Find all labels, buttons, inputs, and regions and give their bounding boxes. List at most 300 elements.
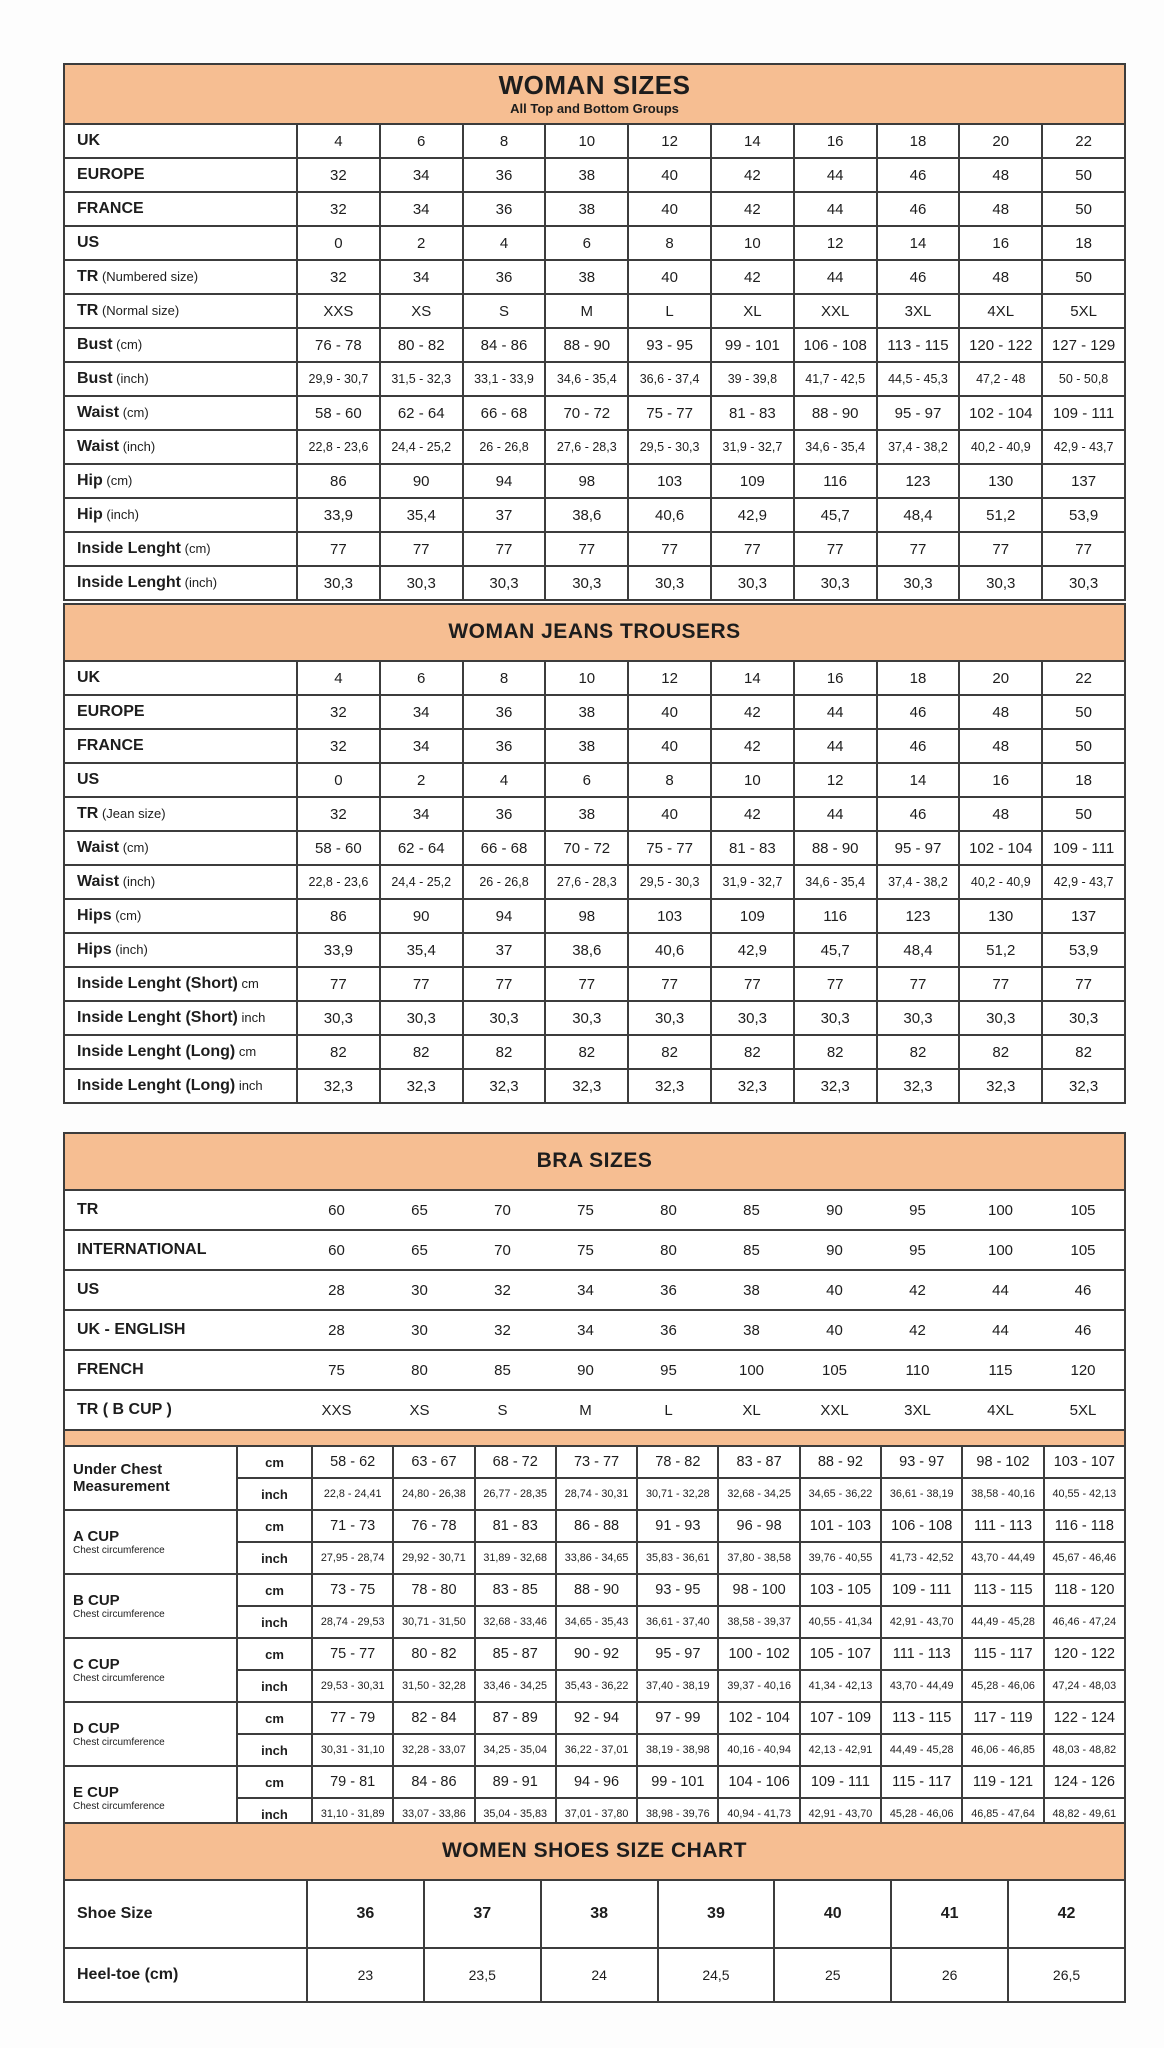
measure-value-cell: 30,71 - 32,28 [637, 1478, 718, 1510]
size-value-cell: 40 [628, 158, 711, 192]
size-value-cell: 34 [380, 260, 463, 294]
size-value-cell: 30,3 [711, 566, 794, 600]
size-value-cell: 18 [1042, 763, 1125, 797]
table-row [64, 695, 1125, 729]
row-label-text: Inside Lenght [77, 540, 181, 557]
size-value-cell: 115 [959, 1350, 1042, 1390]
size-value-cell: S [461, 1390, 544, 1430]
size-value-cell: 42 [711, 695, 794, 729]
measure-value-cell: 96 - 98 [718, 1510, 799, 1542]
woman-sizes-header [63, 63, 1126, 123]
measure-value-cell: 40,94 - 41,73 [718, 1798, 799, 1830]
measure-value-cell: 38,19 - 38,98 [637, 1734, 718, 1766]
table-row [64, 1766, 1125, 1798]
measure-value-cell: 106 - 108 [881, 1510, 962, 1542]
size-value-cell: 86 [297, 464, 380, 498]
size-value-cell: 34 [380, 729, 463, 763]
size-value-cell: 34 [544, 1270, 627, 1310]
size-value-cell: 30 [378, 1270, 461, 1310]
size-value-cell: 46 [877, 192, 960, 226]
size-value-cell: 82 [711, 1035, 794, 1069]
table-row [64, 192, 1125, 226]
size-value-cell: 4XL [959, 294, 1042, 328]
table-row [64, 831, 1125, 865]
measure-value-cell: 80 - 82 [393, 1638, 474, 1670]
size-value-cell: 41,7 - 42,5 [794, 362, 877, 396]
row-label [64, 1948, 307, 2002]
size-value-cell: 32,3 [959, 1069, 1042, 1103]
row-label-note: (Normal size) [98, 303, 180, 318]
size-value-cell: 106 - 108 [794, 328, 877, 362]
measure-value-cell: 98 - 100 [718, 1574, 799, 1606]
size-value-cell: 130 [959, 899, 1042, 933]
size-value-cell: 34 [380, 158, 463, 192]
size-value-cell: 42 [711, 158, 794, 192]
size-value-cell: 75 [295, 1350, 378, 1390]
size-value-cell: 98 [545, 464, 628, 498]
row-label-text: US [77, 234, 100, 251]
size-value-cell: M [544, 1390, 627, 1430]
measure-value-cell: 86 - 88 [556, 1510, 637, 1542]
size-value-cell: 46 [1042, 1310, 1125, 1350]
size-value-cell: 75 - 77 [628, 396, 711, 430]
row-label [64, 396, 297, 430]
measure-value-cell: 107 - 109 [800, 1702, 881, 1734]
table-row [64, 899, 1125, 933]
size-value-cell: 123 [877, 899, 960, 933]
measure-value-cell: 111 - 113 [962, 1510, 1043, 1542]
row-label-text: TR [77, 302, 99, 319]
measure-value-cell: 84 - 86 [393, 1766, 474, 1798]
size-value-cell: 32,3 [380, 1069, 463, 1103]
size-value-cell: 20 [959, 124, 1042, 158]
size-value-cell: 109 [711, 464, 794, 498]
size-value-cell: 40 [628, 192, 711, 226]
size-value-cell: 77 [1042, 967, 1125, 1001]
measure-value-cell: 34,25 - 35,04 [475, 1734, 556, 1766]
measure-value-cell: 27,95 - 28,74 [312, 1542, 393, 1574]
size-value-cell: 82 [959, 1035, 1042, 1069]
size-value-cell: 8 [463, 661, 546, 695]
size-value-cell: 95 [876, 1230, 959, 1270]
table-row [64, 1510, 1125, 1542]
cup-name: C CUP [73, 1655, 120, 1673]
row-label-note: (cm) [112, 337, 143, 352]
size-value-cell: 120 - 122 [959, 328, 1042, 362]
measure-value-cell: 45,28 - 46,06 [962, 1670, 1043, 1702]
row-label [64, 967, 297, 1001]
measure-value-cell: 43,70 - 44,49 [962, 1542, 1043, 1574]
row-label-text: Hip [77, 472, 103, 489]
shoe-value-cell: 40 [774, 1880, 891, 1948]
row-label [64, 1001, 297, 1035]
row-label-text: Inside Lenght [77, 574, 181, 591]
measure-value-cell: 33,07 - 33,86 [393, 1798, 474, 1830]
size-value-cell: 82 [463, 1035, 546, 1069]
size-value-cell: 31,5 - 32,3 [380, 362, 463, 396]
size-value-cell: 38 [545, 729, 628, 763]
measure-value-cell: 32,68 - 33,46 [475, 1606, 556, 1638]
size-value-cell: 2 [380, 226, 463, 260]
measure-value-cell: 35,83 - 36,61 [637, 1542, 718, 1574]
row-label [64, 729, 297, 763]
size-value-cell: 10 [545, 124, 628, 158]
size-value-cell: 105 [793, 1350, 876, 1390]
size-value-cell: 27,6 - 28,3 [545, 430, 628, 464]
size-value-cell: 44 [959, 1270, 1042, 1310]
size-value-cell: 50 [1042, 729, 1125, 763]
shoe-value-cell: 25 [774, 1948, 891, 2002]
size-value-cell: 28 [295, 1310, 378, 1350]
measure-value-cell: 109 - 111 [800, 1766, 881, 1798]
measure-value-cell: 97 - 99 [637, 1702, 718, 1734]
unit-cell-cm: cm [237, 1702, 312, 1734]
women-shoes-title: WOMEN SHOES SIZE CHART [441, 1839, 747, 1863]
row-label-note: inch [235, 1078, 263, 1093]
size-value-cell: 32 [297, 729, 380, 763]
unit-cell-cm: cm [237, 1638, 312, 1670]
unit-cell-cm: cm [237, 1510, 312, 1542]
measure-value-cell: 73 - 75 [312, 1574, 393, 1606]
size-value-cell: 44 [794, 695, 877, 729]
measure-value-cell: 111 - 113 [881, 1638, 962, 1670]
measure-value-cell: 75 - 77 [312, 1638, 393, 1670]
shoe-value-cell: 26 [891, 1948, 1008, 2002]
size-value-cell: 6 [545, 763, 628, 797]
measure-value-cell: 37,40 - 38,19 [637, 1670, 718, 1702]
size-value-cell: 47,2 - 48 [959, 362, 1042, 396]
table-row [64, 396, 1125, 430]
size-value-cell: 30,3 [959, 566, 1042, 600]
row-label-text: TR [77, 1201, 99, 1218]
row-label-text: Heel-toe (cm) [77, 1966, 179, 1983]
size-value-cell: 48 [959, 158, 1042, 192]
size-value-cell: S [463, 294, 546, 328]
size-value-cell: 60 [328, 1201, 345, 1219]
size-value-cell: 18 [1042, 226, 1125, 260]
row-label [64, 430, 297, 464]
size-value-cell: 5XL [1042, 1390, 1125, 1430]
size-value-cell: 4 [297, 661, 380, 695]
measure-value-cell: 33,46 - 34,25 [475, 1670, 556, 1702]
row-label [64, 1310, 295, 1350]
measure-value-cell: 58 - 62 [312, 1446, 393, 1478]
measure-value-cell: 37,01 - 37,80 [556, 1798, 637, 1830]
size-value-cell: 0 [297, 226, 380, 260]
row-label-text: FRANCE [77, 200, 144, 217]
size-value-cell: 12 [628, 124, 711, 158]
woman-sizes-grid [63, 123, 1126, 601]
size-value-cell: 82 [794, 1035, 877, 1069]
size-value-cell: 66 - 68 [463, 396, 546, 430]
cup-subtext: Chest circumference [73, 1544, 165, 1556]
size-value-cell: 40,2 - 40,9 [959, 430, 1042, 464]
size-value-cell: 6 [380, 661, 463, 695]
size-value-cell: 36 [463, 158, 546, 192]
row-label [64, 260, 297, 294]
size-value-cell: 58 - 60 [297, 396, 380, 430]
cup-label [64, 1510, 237, 1574]
cup-name: A CUP [73, 1527, 120, 1545]
table-row [64, 498, 1125, 532]
measure-value-cell: 38,98 - 39,76 [637, 1798, 718, 1830]
size-value-cell: 30,3 [463, 566, 546, 600]
size-value-cell: 40 [793, 1270, 876, 1310]
row-label-note: (inch) [119, 439, 156, 454]
size-value-cell: 48 [959, 729, 1042, 763]
row-label-text: UK [77, 669, 101, 686]
size-value-cell: 90 [380, 899, 463, 933]
table-row [64, 933, 1125, 967]
woman-sizes-subtitle: All Top and Bottom Groups [510, 101, 679, 117]
size-value-cell: 62 - 64 [380, 831, 463, 865]
size-value-cell: 95 - 97 [877, 831, 960, 865]
size-value-cell: 51,2 [959, 933, 1042, 967]
size-value-cell: 80 [660, 1201, 677, 1219]
row-label [64, 532, 297, 566]
size-value-cell: 30,3 [959, 1001, 1042, 1035]
measure-value-cell: 29,92 - 30,71 [393, 1542, 474, 1574]
measure-value-cell: 47,24 - 48,03 [1044, 1670, 1125, 1702]
cup-subtext: Chest circumference [73, 1736, 165, 1748]
size-value-cell: 77 [463, 967, 546, 1001]
row-label-text: Bust [77, 336, 113, 353]
size-value-cell: 22 [1042, 661, 1125, 695]
size-value-cell: 88 - 90 [545, 328, 628, 362]
cup-name: E CUP [73, 1783, 119, 1801]
row-label-note: (cm) [102, 473, 133, 488]
size-value-cell: 70 - 72 [545, 831, 628, 865]
size-value-cell: 32,3 [877, 1069, 960, 1103]
row-label-note: (inch) [181, 575, 218, 590]
size-value-cell: 48,4 [877, 498, 960, 532]
measure-value-cell: 40,16 - 40,94 [718, 1734, 799, 1766]
row-label-note: (inch) [111, 942, 148, 957]
row-label-text: Inside Lenght (Short) [77, 1009, 238, 1026]
row-label [64, 1390, 295, 1430]
size-value-cell: 40 [628, 695, 711, 729]
size-value-cell: 45,7 [794, 498, 877, 532]
size-value-cell: 70 [461, 1230, 544, 1270]
size-value-cell: 22,8 - 23,6 [297, 430, 380, 464]
row-label-text: FRANCE [77, 737, 144, 754]
measure-value-cell: 46,46 - 47,24 [1044, 1606, 1125, 1638]
cup-name: D CUP [73, 1719, 120, 1737]
size-value-cell: 42 [711, 729, 794, 763]
size-value-cell: 70 [494, 1201, 511, 1219]
row-label [64, 1880, 307, 1948]
row-label [64, 661, 297, 695]
size-value-cell: 34 [544, 1310, 627, 1350]
size-value-cell: 85 [743, 1201, 760, 1219]
size-value-cell: 65 [411, 1201, 428, 1219]
cup-subtext: Chest circumference [73, 1608, 165, 1620]
table-row [64, 362, 1125, 396]
size-value-cell: 77 [628, 967, 711, 1001]
size-value-cell: 34 [380, 797, 463, 831]
size-value-cell: 40,6 [628, 498, 711, 532]
measure-value-cell: 105 - 107 [800, 1638, 881, 1670]
size-value-cell: 36 [627, 1270, 710, 1310]
size-value-cell: 75 [577, 1201, 594, 1219]
size-value-cell: 100 [987, 1201, 1014, 1219]
unit-cell-inch: inch [237, 1670, 312, 1702]
size-value-cell: 4 [297, 124, 380, 158]
size-value-cell: 109 [711, 899, 794, 933]
size-value-cell: L [627, 1390, 710, 1430]
size-value-cell: 42,9 [711, 498, 794, 532]
measure-value-cell: 44,49 - 45,28 [962, 1606, 1043, 1638]
size-value-cell: 105 [1042, 1230, 1125, 1270]
size-value-cell: 86 [297, 899, 380, 933]
measure-value-cell: 45,28 - 46,06 [881, 1798, 962, 1830]
size-value-cell: 70 - 72 [545, 396, 628, 430]
size-value-cell: XL [710, 1390, 793, 1430]
size-value-cell: 40 [793, 1310, 876, 1350]
row-label [64, 831, 297, 865]
size-value-cell: 102 - 104 [959, 396, 1042, 430]
row-label-text: Hip [77, 506, 103, 523]
size-value-cell: 53,9 [1042, 498, 1125, 532]
shoe-value-cell: 23,5 [424, 1948, 541, 2002]
measure-value-cell: 63 - 67 [393, 1446, 474, 1478]
size-value-cell: 77 [877, 967, 960, 1001]
row-label [64, 566, 297, 600]
row-label-text: TR [77, 805, 99, 822]
row-label [64, 124, 297, 158]
cup-label [64, 1638, 237, 1702]
size-value-cell: 48 [959, 260, 1042, 294]
measure-value-cell: 95 - 97 [637, 1638, 718, 1670]
measure-value-cell: 93 - 97 [881, 1446, 962, 1478]
shoe-value-cell: 24 [541, 1948, 658, 2002]
row-label [64, 1190, 295, 1230]
size-value-cell: 36 [463, 729, 546, 763]
measure-value-cell: 40,55 - 41,34 [800, 1606, 881, 1638]
row-label-note: (cm) [119, 840, 149, 855]
table-row [64, 1446, 1125, 1478]
size-value-cell: 18 [877, 661, 960, 695]
size-value-cell: 77 [380, 967, 463, 1001]
row-label-text: US [77, 1281, 100, 1298]
woman-jeans-grid [63, 660, 1126, 1104]
size-value-cell: 38 [710, 1310, 793, 1350]
size-value-cell: 77 [959, 532, 1042, 566]
bra-sizes-title: BRA SIZES [536, 1149, 653, 1173]
measure-value-cell: 116 - 118 [1044, 1510, 1125, 1542]
size-value-cell: 103 [628, 464, 711, 498]
size-value-cell: 46 [877, 260, 960, 294]
shoe-value-cell: 41 [891, 1880, 1008, 1948]
size-value-cell: 99 - 101 [711, 328, 794, 362]
size-value-cell: 50 [1042, 695, 1125, 729]
measure-value-cell: 124 - 126 [1044, 1766, 1125, 1798]
size-value-cell: 65 [378, 1230, 461, 1270]
size-value-cell: M [545, 294, 628, 328]
measure-value-cell: 93 - 95 [637, 1574, 718, 1606]
measure-value-cell: 102 - 104 [718, 1702, 799, 1734]
size-value-cell: 24,4 - 25,2 [380, 430, 463, 464]
size-value-cell: 46 [1042, 1270, 1125, 1310]
size-value-cell: 75 - 77 [628, 831, 711, 865]
row-label [64, 498, 297, 532]
shoe-value-cell: 38 [541, 1880, 658, 1948]
size-value-cell: 85 [710, 1230, 793, 1270]
size-value-cell: 32,3 [711, 1069, 794, 1103]
woman-jeans-table [63, 603, 1126, 1104]
row-label-note: (cm) [111, 908, 142, 923]
size-value-cell: 0 [297, 763, 380, 797]
women-shoes-table [63, 1822, 1126, 2003]
cup-label [64, 1574, 237, 1638]
shoe-value-cell: 36 [307, 1880, 424, 1948]
unit-cell-inch: inch [237, 1798, 312, 1830]
row-label-note: cm [237, 976, 259, 991]
size-value-cell: 77 [711, 967, 794, 1001]
size-value-cell: 100 [710, 1350, 793, 1390]
measure-value-cell: 30,31 - 31,10 [312, 1734, 393, 1766]
size-value-cell: 30,3 [794, 566, 877, 600]
shoe-value-cell: 39 [658, 1880, 775, 1948]
size-value-cell: 34,6 - 35,4 [545, 362, 628, 396]
size-value-cell: 30,3 [380, 1001, 463, 1035]
size-value-cell: 58 - 60 [297, 831, 380, 865]
size-value-cell: 37,4 - 38,2 [877, 865, 960, 899]
measure-value-cell: 92 - 94 [556, 1702, 637, 1734]
size-value-cell: 38,6 [545, 498, 628, 532]
row-label [64, 865, 297, 899]
size-value-cell: 48,4 [877, 933, 960, 967]
size-value-cell: 42,9 [711, 933, 794, 967]
table-row [64, 865, 1125, 899]
size-value-cell: 44 [794, 729, 877, 763]
size-value-cell: 16 [959, 226, 1042, 260]
size-value-cell: 48 [959, 695, 1042, 729]
size-value-cell: 16 [794, 661, 877, 695]
size-value-cell: 85 [461, 1350, 544, 1390]
measure-value-cell: 122 - 124 [1044, 1702, 1125, 1734]
cup-label [64, 1446, 237, 1510]
size-value-cell: 18 [877, 124, 960, 158]
size-value-cell: 32,3 [297, 1069, 380, 1103]
measure-value-cell: 88 - 92 [800, 1446, 881, 1478]
size-value-cell: 2 [380, 763, 463, 797]
size-value-cell: 32,3 [463, 1069, 546, 1103]
size-value-cell: 80 - 82 [380, 328, 463, 362]
measure-value-cell: 78 - 82 [637, 1446, 718, 1478]
size-value-cell: 14 [711, 661, 794, 695]
size-value-cell: 44 [794, 797, 877, 831]
size-value-cell: 44 [794, 192, 877, 226]
measure-value-cell: 85 - 87 [475, 1638, 556, 1670]
size-value-cell: 22 [1042, 124, 1125, 158]
row-label-note: (inch) [102, 507, 139, 522]
shoe-value-cell: 42 [1008, 1880, 1125, 1948]
row-label-note: (cm) [119, 405, 149, 420]
row-label-text: Inside Lenght (Long) [77, 1043, 236, 1060]
size-value-cell: 50 [1042, 158, 1125, 192]
size-value-cell: 32 [297, 158, 380, 192]
size-value-cell: 46 [877, 695, 960, 729]
size-value-cell: 88 - 90 [794, 831, 877, 865]
measure-value-cell: 39,37 - 40,16 [718, 1670, 799, 1702]
size-value-cell: 26 - 26,8 [463, 430, 546, 464]
row-label [64, 1069, 297, 1103]
measure-value-cell: 35,04 - 35,83 [475, 1798, 556, 1830]
table-row [64, 1035, 1125, 1069]
measure-value-cell: 71 - 73 [312, 1510, 393, 1542]
size-value-cell: 30,3 [380, 566, 463, 600]
